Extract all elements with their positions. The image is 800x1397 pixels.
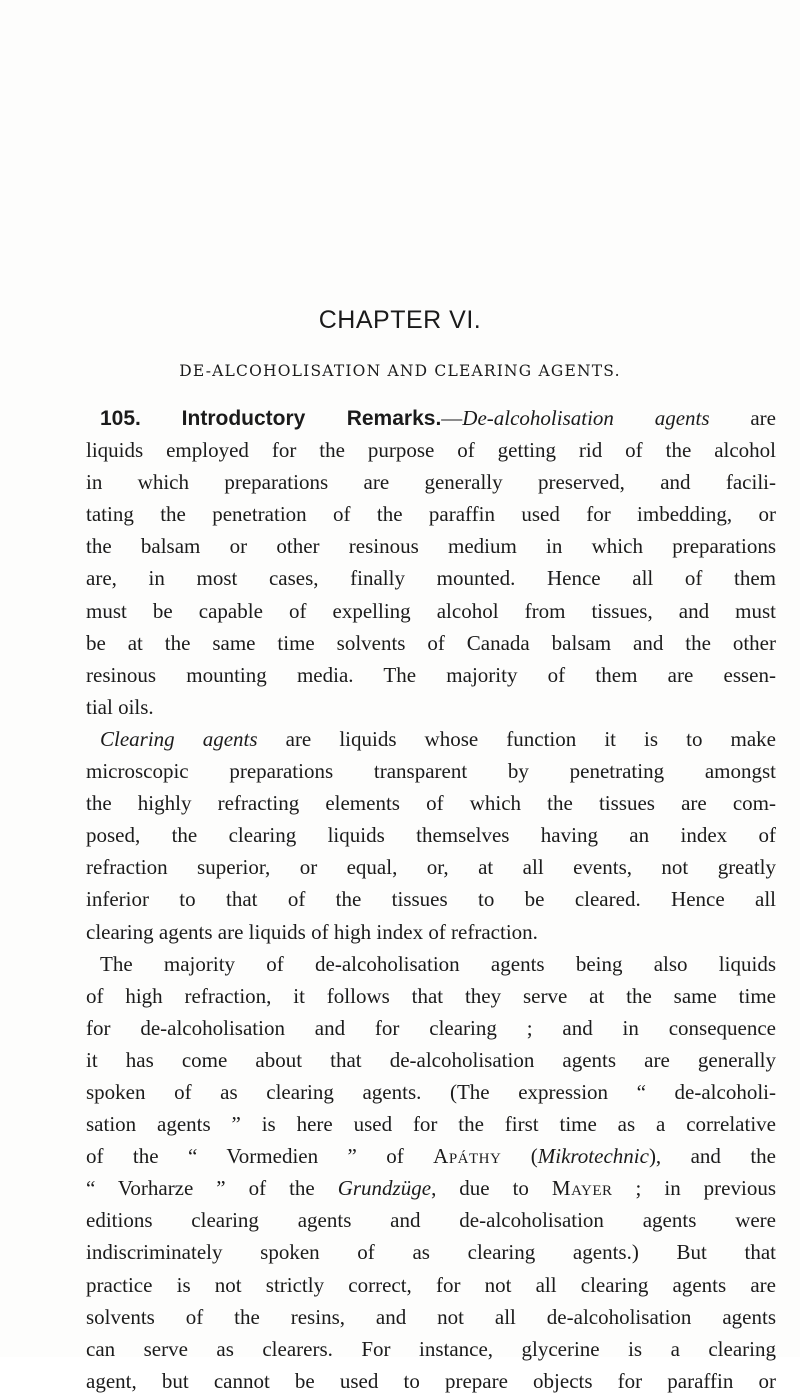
line-text: “ Vorharze ” of the (86, 1176, 338, 1201)
paragraph-line: inferior to that of the tissues to be cleared. Hence all (86, 887, 776, 912)
line-text: of the “ Vormedien ” of (86, 1144, 434, 1169)
paragraph-line: resinous mounting media. The majority of them are essen- (86, 662, 776, 687)
line-text: ), and the (648, 1144, 776, 1169)
paragraph-line (86, 402, 776, 434)
paragraph-line: clearing agents are liquids of high index of refraction. (86, 919, 538, 944)
paragraph-line: agent, but cannot be used to prepare objects for paraffin or (86, 1368, 776, 1393)
author-mayer: Mayer (551, 1176, 613, 1201)
chapter-title: CHAPTER VI. (318, 306, 482, 334)
paragraph-line: for de-alcoholisation and for clearing ; and in consequence (86, 1015, 776, 1040)
paragraph-line: microscopic preparations transparent by penetrating amongst (86, 759, 776, 784)
section-number: 105. (100, 407, 141, 430)
paragraph-line: tial oils. (86, 694, 154, 719)
work-mikrotechnic: Mikrotechnic (537, 1144, 649, 1169)
line-text: are liquids whose function it is to make (257, 726, 776, 751)
paragraph-line: be at the same time solvents of Canada balsam and the other (86, 630, 776, 655)
paragraph-line: The majority of de-alcoholisation agents being also liquids (100, 951, 776, 976)
paragraph-line: liquids employed for the purpose of getting rid of the alcohol (86, 438, 776, 463)
paragraph-line: solvents of the resins, and not all de-alcoholisation agents (86, 1304, 776, 1329)
chapter-subtitle: DE-ALCOHOLISATION AND CLEARING AGENTS. (179, 362, 621, 380)
paragraph-line: editions clearing agents and de-alcoholisation agents were (86, 1208, 776, 1233)
paragraph-line (86, 1140, 776, 1172)
paragraph-line: in which preparations are generally preserved, and facili- (86, 470, 776, 495)
line-text: , due to (431, 1176, 552, 1201)
paragraph-line: sation agents ” is here used for the first time as a correlative (86, 1112, 776, 1137)
line-text: ; in previous (612, 1176, 776, 1201)
line-text: ( (501, 1144, 538, 1169)
paragraph-line: tating the penetration of the paraffin used for imbedding, or (86, 502, 776, 527)
em-dash: — (441, 406, 463, 430)
section-title: Introductory Remarks. (181, 407, 442, 430)
paragraph-line: spoken of as clearing agents. (The expression “ de-alcoholi- (86, 1079, 776, 1104)
paragraph-line: are, in most cases, finally mounted. Hence all of them (86, 566, 776, 591)
paragraph-line: can serve as clearers. For instance, glycerine is a clearing (86, 1336, 776, 1361)
paragraph-line (86, 723, 776, 755)
paragraph-line: indiscriminately spoken of as clearing agents.) But that (86, 1240, 776, 1265)
paragraph-line: of high refraction, it follows that they serve at the same time (86, 983, 776, 1008)
paragraph-line: practice is not strictly correct, for not all clearing agents are (86, 1272, 776, 1297)
paragraph-line (86, 1172, 776, 1204)
paragraph-line: must be capable of expelling alcohol from tissues, and must (86, 598, 776, 623)
work-grundzuge: Grundzüge (337, 1176, 432, 1201)
paragraph-line: the highly refracting elements of which the tissues are com- (86, 791, 776, 816)
body-text (86, 402, 776, 1397)
paragraph-line: it has come about that de-alcoholisation agents are generally (86, 1047, 776, 1072)
paragraph-line: the balsam or other resinous medium in which preparations (86, 534, 776, 559)
term-dealcoholisation: De-alcoholisation agents (462, 406, 710, 430)
paragraph-line: refraction superior, or equal, or, at all events, not greatly (86, 855, 776, 880)
line-text: are (709, 406, 776, 430)
author-apathy: Apáthy (433, 1144, 502, 1169)
paragraph-line: posed, the clearing liquids themselves having an index of (86, 823, 776, 848)
term-clearing: Clearing agents (100, 726, 258, 751)
